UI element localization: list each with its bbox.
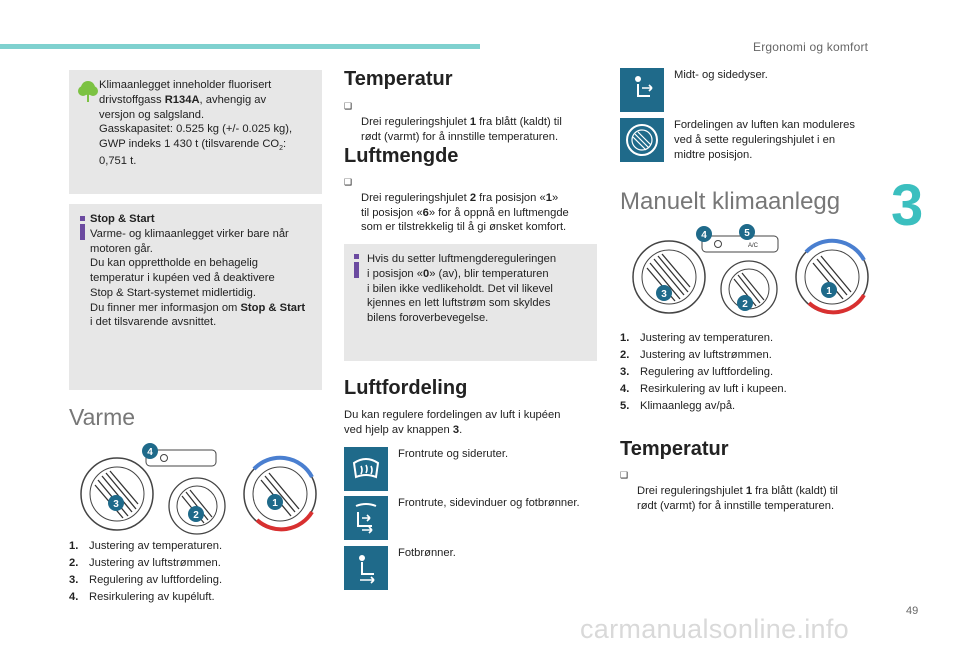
header-accent-bar [0, 44, 480, 49]
list-item: 4. Resirkulering av luft i kupeen. [620, 383, 787, 395]
icon-label: Frontrute og sideruter. [398, 448, 509, 460]
info-icon [353, 254, 361, 278]
refrigerant-code: R134A [164, 93, 200, 106]
stop-start-title: Stop & Start [90, 213, 155, 225]
list-item: 1. Justering av temperaturen. [620, 332, 774, 344]
bullet-marker-icon: ❑ [620, 470, 629, 480]
manual-ac-legend [620, 331, 787, 416]
bullet-marker-icon: ❑ [344, 177, 353, 187]
heater-control-diagram [72, 442, 322, 542]
list-item: 3. Regulering av luftfordeling. [620, 366, 774, 378]
airflow-instruction: ❑ Drei reguleringshjulet 2 fra posisjon «1» til posisjon «6» for å oppnå en luftmengde som er tilstrekkelig til å gi ønsket komfort. [344, 177, 569, 234]
temperature-instruction: ❑ Drei reguleringshjulet 1 fra blått (kaldt) til rødt (varmt) for å innstille temperaturen. [344, 101, 562, 143]
temperature-instruction-right: ❑ Drei reguleringshjulet 1 fra blått (kaldt) til rødt (varmt) for å innstille temperaturen. [620, 470, 838, 512]
callout-4: 4 [701, 230, 707, 241]
manual-ac-control-diagram [624, 222, 874, 322]
face-vents-icon [620, 68, 664, 112]
list-item: 5. Klimaanlegg av/på. [620, 400, 736, 412]
callout-3: 3 [661, 289, 667, 300]
callout-1: 1 [826, 286, 832, 297]
section-title-manuelt-klimaanlegg: Manuelt klimaanlegg [620, 188, 841, 215]
section-title-varme: Varme [69, 404, 136, 430]
list-item: 2. Justering av luftstrømmen. [69, 557, 221, 569]
callout-3: 3 [113, 499, 119, 510]
callout-2: 2 [742, 299, 748, 310]
fluor-line: Klimaanlegget inneholder fluorisert [99, 79, 272, 91]
list-item: 2. Justering av luftstrømmen. [620, 349, 772, 361]
section-title-temperatur: Temperatur [344, 68, 453, 90]
watermark: carmanualsonline.info [580, 614, 849, 644]
section-title-temperatur-right: Temperatur [620, 438, 729, 460]
page-number: 49 [906, 605, 919, 617]
ac-label: A/C [748, 243, 759, 249]
callout-4: 4 [147, 447, 153, 458]
section-title-luftfordeling: Luftfordeling [344, 377, 468, 399]
callout-2: 2 [193, 510, 199, 521]
bullet-marker-icon: ❑ [344, 101, 353, 111]
chapter-number: 3 [891, 173, 924, 238]
list-item: 3. Regulering av luftfordeling. [69, 574, 223, 586]
windshield-feet-icon [344, 496, 388, 540]
list-item: 1. Justering av temperaturen. [69, 540, 223, 552]
callout-1: 1 [272, 498, 278, 509]
stop-start-body: Varme- og klimaanlegget virker bare når motoren går. Du kan opprettholde en behagelig temperatur i kupéen ved å deaktivere Stop & Start-systemet midlertidig. [90, 227, 289, 299]
icon-label: Fordelingen av luften kan moduleres ved å sette reguleringshjulet i en midtre posisjon. [674, 119, 855, 161]
fluor-gas-notice: Klimaanlegget inneholder fluorisert drivstoffgass R134A, avhengig av versjon og salgsland. Gasskapasitet: 0.525 kg (+/- 0.025 kg), GWP indeks 1 430 t (tilsvarende $CO_2$: 0,751 t. [69, 70, 322, 194]
icon-label: Midt- og sidedyser. [674, 69, 768, 81]
list-item: 4. Resirkulering av kupéluft. [69, 591, 215, 603]
distribution-intro: Du kan regulere fordelingen av luft i kupéen ved hjelp av knappen 3. [344, 409, 561, 436]
varme-legend [69, 539, 222, 607]
airflow-info-notice: Hvis du setter luftmengdereguleringen i posisjon «0» (av), blir temperaturen i bilen ikke vedlikeholdt. Det vil likevel kjennes en lett luftstrøm som skyldes bilens foroverbevegelse. [344, 244, 597, 361]
icon-label: Frontrute, sidevinduer og fotbrønner. [398, 497, 580, 509]
windshield-defrost-icon [344, 447, 388, 491]
dial-mid-icon [620, 118, 664, 162]
icon-label: Fotbrønner. [398, 547, 456, 559]
running-header: Ergonomi og komfort [753, 40, 869, 54]
section-title-luftmengde: Luftmengde [344, 145, 459, 167]
stop-start-notice: Stop & Start Varme- og klimaanlegget virker bare når motoren går. Du kan opprettholde en behagelig temperatur i kupéen ved å deaktivere Stop & Start-systemet midlertidig. Du finner mer informasjon om Stop & Start i det tilsvarende avsnittet. [69, 204, 322, 390]
callout-5: 5 [744, 228, 750, 239]
info-icon [79, 216, 87, 240]
feet-icon [344, 546, 388, 590]
eco-leaf-icon [78, 80, 98, 102]
